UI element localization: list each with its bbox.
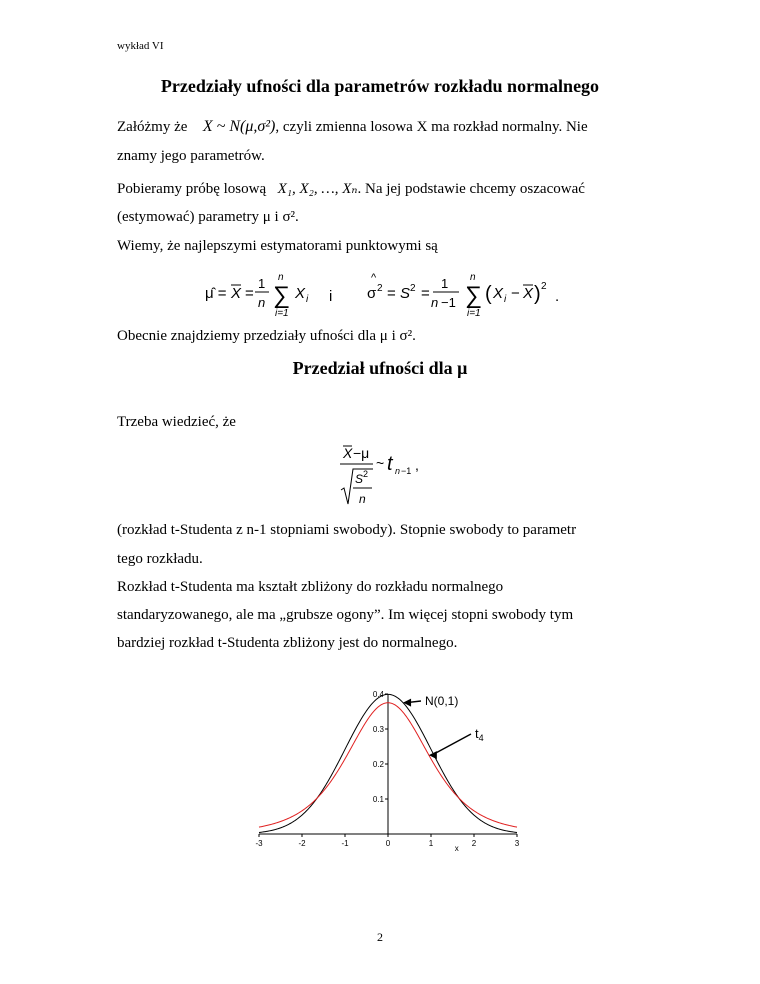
y-tick-label: 0.4 bbox=[372, 690, 384, 699]
x-tick-label: 3 bbox=[514, 839, 520, 848]
text-run: Załóżmy że bbox=[117, 119, 188, 135]
text-run: , czyli zmienna losowa X ma rozkład normalny. Nie bbox=[275, 119, 588, 135]
y-tick-label: 0.1 bbox=[372, 795, 384, 804]
svg-text:2: 2 bbox=[541, 281, 547, 292]
x-tick-label: -3 bbox=[255, 839, 263, 848]
svg-text:−1: −1 bbox=[441, 295, 456, 310]
svg-text:n: n bbox=[395, 466, 401, 476]
svg-text:−μ: −μ bbox=[353, 445, 370, 461]
svg-text:=: = bbox=[245, 285, 254, 302]
svg-text:−: − bbox=[511, 285, 520, 302]
svg-text:X: X bbox=[493, 285, 504, 302]
paragraph-6-line-2: tego rozkładu. bbox=[117, 551, 203, 567]
svg-text:n: n bbox=[258, 295, 266, 310]
paragraph-7-line-2: standaryzowanego, ale ma „grubsze ogony”. Im więcej stopni swobody tym bbox=[117, 607, 574, 623]
svg-text:−1: −1 bbox=[401, 466, 412, 476]
svg-text:S: S bbox=[355, 472, 364, 486]
svg-text:,: , bbox=[415, 457, 419, 473]
svg-text:n: n bbox=[359, 492, 366, 506]
page-number: 2 bbox=[377, 930, 383, 944]
text-run: Pobieramy próbę losową bbox=[117, 181, 267, 197]
svg-text:X: X bbox=[343, 445, 353, 461]
svg-text:∑: ∑ bbox=[465, 282, 483, 309]
svg-text:n: n bbox=[431, 295, 439, 310]
svg-text:n: n bbox=[470, 272, 476, 283]
formula-sample: X₁, X₂, …, Xₙ bbox=[277, 181, 358, 197]
paragraph-1-line-1 bbox=[117, 118, 588, 136]
page-header: wykład VI bbox=[117, 40, 164, 52]
svg-text:S: S bbox=[400, 285, 411, 302]
svg-text:2: 2 bbox=[410, 283, 416, 294]
paragraph-7-line-1: Rozkład t-Studenta ma kształt zbliżony do rozkładu normalnego bbox=[117, 579, 504, 595]
svg-text:i: i bbox=[504, 294, 507, 305]
t-arrow bbox=[432, 734, 471, 755]
legend-t: $t_4$ bbox=[475, 726, 484, 743]
x-tick-label: -1 bbox=[341, 839, 349, 848]
svg-text:=: = bbox=[387, 285, 396, 302]
x-tick-label: 1 bbox=[428, 839, 434, 848]
formula-x-normal: X ~ N(μ,σ²) bbox=[202, 118, 276, 135]
paragraph-5: Trzeba wiedzieć, że bbox=[117, 414, 236, 430]
paragraph-4: Obecnie znajdziemy przedziały ufności dla μ i σ². bbox=[117, 328, 416, 344]
x-axis-label: x bbox=[454, 844, 459, 853]
paragraph-2-line-1 bbox=[117, 179, 585, 198]
t-statistic-formula bbox=[335, 438, 445, 513]
svg-text:X: X bbox=[231, 285, 242, 302]
x-tick-label: 2 bbox=[471, 839, 477, 848]
and-word: i bbox=[329, 288, 333, 305]
svg-text:∑: ∑ bbox=[273, 282, 291, 309]
text-run: . Na jej podstawie chcemy oszacować bbox=[357, 181, 585, 197]
x-tick-label: -2 bbox=[298, 839, 306, 848]
svg-text:n: n bbox=[278, 272, 284, 283]
svg-text:i=1: i=1 bbox=[275, 308, 289, 319]
y-tick-label: 0.3 bbox=[372, 725, 384, 734]
svg-text:σ: σ bbox=[367, 285, 377, 302]
svg-text:X: X bbox=[523, 285, 534, 302]
svg-text:2: 2 bbox=[363, 469, 369, 479]
distribution-chart bbox=[245, 686, 545, 856]
svg-text:μ̂ =: μ̂ = bbox=[205, 285, 227, 302]
x-tick-label: 0 bbox=[385, 839, 391, 848]
normal-arrowhead bbox=[403, 699, 411, 707]
svg-text:^: ^ bbox=[371, 272, 377, 284]
paragraph-6-line-1: (rozkład t-Studenta z n-1 stopniami swobody). Stopnie swobody to parametr bbox=[117, 522, 577, 538]
svg-text:): ) bbox=[534, 283, 541, 305]
svg-text:~: ~ bbox=[376, 455, 385, 471]
svg-text:t: t bbox=[387, 453, 393, 475]
page-title: Przedziały ufności dla parametrów rozkładu normalnego bbox=[160, 76, 600, 96]
svg-text:1: 1 bbox=[258, 276, 266, 291]
svg-text:(: ( bbox=[485, 283, 492, 305]
svg-text:X: X bbox=[295, 285, 306, 302]
paragraph-3: Wiemy, że najlepszymi estymatorami punktowymi są bbox=[117, 238, 438, 254]
legend-normal: N(0,1) bbox=[425, 694, 459, 708]
y-tick-label: 0.2 bbox=[372, 760, 384, 769]
estimator-equations bbox=[195, 265, 575, 325]
paragraph-1-line-2: znamy jego parametrów. bbox=[117, 148, 265, 164]
svg-text:2: 2 bbox=[377, 283, 383, 294]
svg-text:1: 1 bbox=[441, 276, 449, 291]
paragraph-7-line-3: bardziej rozkład t-Studenta zbliżony jest do normalnego. bbox=[117, 635, 458, 651]
paragraph-2-line-2: (estymować) parametry μ i σ². bbox=[117, 209, 299, 225]
svg-text:i=1: i=1 bbox=[467, 308, 481, 319]
svg-text:=: = bbox=[421, 285, 430, 302]
svg-text:i: i bbox=[306, 294, 309, 305]
section-title: Przedział ufności dla μ bbox=[292, 358, 468, 378]
svg-text:.: . bbox=[555, 288, 560, 305]
